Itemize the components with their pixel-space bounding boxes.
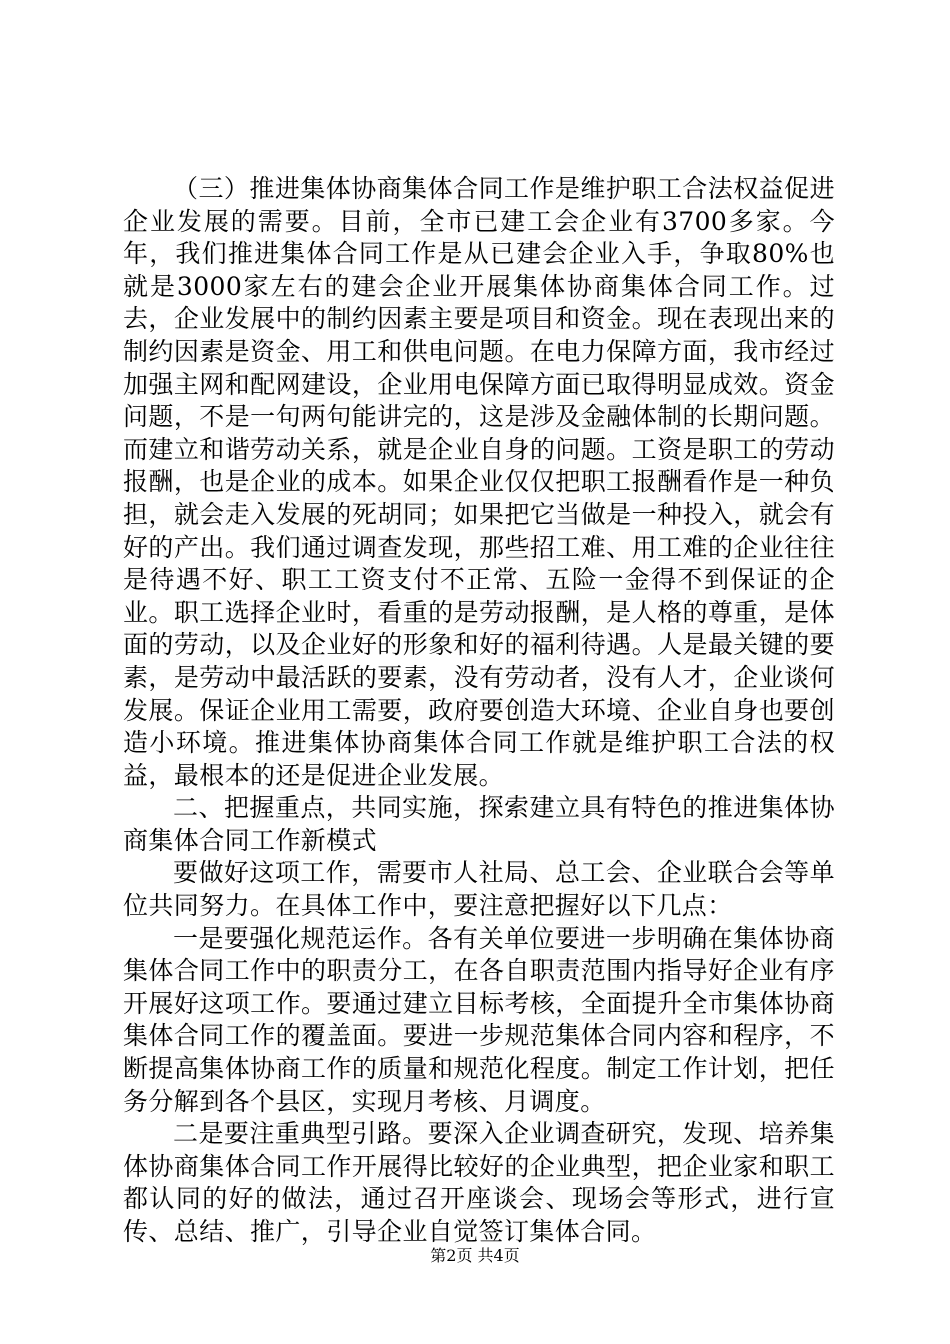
- paragraph-intro-points: 要做好这项工作，需要市人社局、总工会、企业联合会等单位共同努力。在具体工作中，要注意把握好以下几点：: [123, 858, 835, 921]
- paragraph-section-three: （三）推进集体协商集体合同工作是维护职工合法权益促进企业发展的需要。目前，全市已建工会企业有3700多家。今年，我们推进集体合同工作是从已建会企业入手，争取80%也就是3000家左右的建会企业开展集体协商集体合同工作。过去，企业发展中的制约因素主要是项目和资金。现在表现出来的制约因素是资金、用工和供电问题。在电力保障方面，我市经过加强主网和配网建设，企业用电保障方面已取得明显成效。资金问题，不是一句两句能讲完的，这是涉及金融体制的长期问题。而建立和谐劳动关系，就是企业自身的问题。工资是职工的劳动报酬，也是企业的成本。如果企业仅仅把职工报酬看作是一种负担，就会走入发展的死胡同；如果把它当做是一种投入，就会有好的产出。我们通过调查发现，那些招工难、用工难的企业往往是待遇不好、职工工资支付不正常、五险一金得不到保证的企业。职工选择企业时，看重的是劳动报酬，是人格的尊重，是体面的劳动，以及企业好的形象和好的福利待遇。人是最关键的要素，是劳动中最活跃的要素，没有劳动者，没有人才，企业谈何发展。保证企业用工需要，政府要创造大环境、企业自身也要创造小环境。推进集体协商集体合同工作就是维护职工合法的权益，最根本的还是促进企业发展。: [123, 174, 835, 790]
- page-number-footer: 第2页 共4页: [430, 1246, 520, 1265]
- section-heading-two: 二、把握重点，共同实施，探索建立具有特色的推进集体协商集体合同工作新模式: [123, 793, 835, 855]
- document-body: [123, 173, 835, 1249]
- paragraph-point-one: 一是要强化规范运作。各有关单位要进一步明确在集体协商集体合同工作中的职责分工，在各自职责范围内指导好企业有序开展好这项工作。要通过建立目标考核，全面提升全市集体协商集体合同工作的覆盖面。要进一步规范集体合同内容和程序，不断提高集体协商工作的质量和规范化程度。制定工作计划，把任务分解到各个县区，实现月考核、月调度。: [123, 923, 835, 1116]
- paragraph-point-two: 二是要注重典型引路。要深入企业调查研究，发现、培养集体协商集体合同工作开展得比较好的企业典型，把企业家和职工都认同的好的做法，通过召开座谈会、现场会等形式，进行宣传、总结、推广，引导企业自觉签订集体合同。: [123, 1119, 835, 1246]
